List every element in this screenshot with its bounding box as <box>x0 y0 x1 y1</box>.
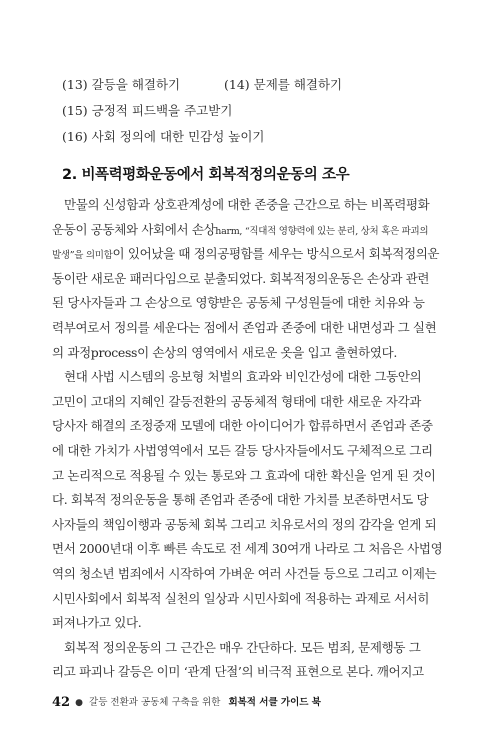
text-line: 다. 회복적 정의운동을 통해 존엄과 존중에 대한 가치를 보존하면서도 당 <box>52 492 429 508</box>
list-row <box>62 72 442 98</box>
book-title: 회복적 서클 가이드 북 <box>228 697 321 708</box>
text-line <box>52 218 440 243</box>
list-item-15: (15) 긍정적 피드백을 주고받기 <box>62 103 233 118</box>
text-line: 당사자 해결의 조정중재 모델에 대한 아이디어가 합류하면서 존엄과 존중 <box>52 418 433 434</box>
text-line: 시민사회에서 회복적 실천의 일상과 시민사회에 적용하는 과제로 서서히 <box>52 590 430 606</box>
skill-list <box>62 72 442 150</box>
list-item-16: (16) 사회 정의에 대한 민감성 높이기 <box>62 129 265 144</box>
page-footer <box>52 694 452 712</box>
text-line: 된 당사자들과 그 손상으로 영향받은 공동체 구성원들에 대한 치유와 능 <box>52 295 425 311</box>
text-line: 만물의 신성함과 상호관계성에 대한 존중을 근간으로 하는 비폭력평화 <box>64 197 430 212</box>
text-line: 고민이 고대의 지혜인 갈등전환의 공동체적 형태에 대한 새로운 자각과 <box>52 393 422 409</box>
text-line: 역의 청소년 범죄에서 시작하여 가벼운 여러 사건들 등으로 그리고 이제는 <box>52 565 437 581</box>
bullet-icon: ● <box>75 698 83 708</box>
page-number: 42 <box>52 695 71 710</box>
footnote-inline: 발생”을 의미함 <box>52 250 113 262</box>
text-line: 현대 사법 시스템의 응보형 처벌의 효과와 비인간성에 대한 그동안의 <box>64 369 422 385</box>
text-line: 사자들의 책임이행과 공동체 회복 그리고 치유로서의 정의 감각을 얻게 되 <box>52 516 437 532</box>
text-line: 에 대한 가치가 사법영역에서 모든 갈등 당사자들에서도 구체적으로 그리 <box>52 442 433 458</box>
body-text <box>52 193 443 685</box>
list-item-14: (14) 문제를 해결하기 <box>224 77 343 92</box>
text-line <box>52 242 440 267</box>
text-run: 운동이 공동체와 사회에서 손상 <box>52 221 216 237</box>
text-line: 회복적 정의운동의 그 근간은 매우 간단하다. 모든 범죄, 문제행동 그 <box>64 639 421 655</box>
list-item-13: (13) 갈등을 해결하기 <box>62 77 181 92</box>
text-line: 면서 2000년대 이후 빠른 속도로 전 세계 30여개 나라로 그 처음은 사법영 <box>52 541 443 557</box>
text-line: 퍼져나가고 있다. <box>52 615 142 631</box>
book-subtitle: 갈등 전환과 공동체 구축을 위한 <box>89 697 221 708</box>
text-line: 리고 파괴나 갈등은 이미 ‘관계 단절’의 비극적 표현으로 본다. 깨어지고 <box>52 664 424 680</box>
text-run: 이 있어났을 때 정의공평함를 세우는 방식으로서 회복적정의운 <box>112 246 440 262</box>
text-line: 력부여로서 정의를 세운다는 점에서 존엄과 존중에 대한 내면성과 그 실현 <box>52 319 437 335</box>
text-line: 의 과정process이 손상의 영역에서 새로운 옷을 입고 출현하였다. <box>52 344 397 360</box>
text-line: 동이란 새로운 패러다임으로 분출되었다. 회복적정의운동은 손상과 관련 <box>52 270 430 286</box>
footnote-inline: harm, “직대적 영향력에 있는 분리, 상처 혹은 파괴의 <box>215 225 429 237</box>
text-line: 고 논리적으로 적용될 수 있는 통로와 그 효과에 대한 확신을 얻게 된 것이 <box>52 467 436 483</box>
section-heading: 2. 비폭력평화운동에서 회복적정의운동의 조우 <box>62 167 350 183</box>
